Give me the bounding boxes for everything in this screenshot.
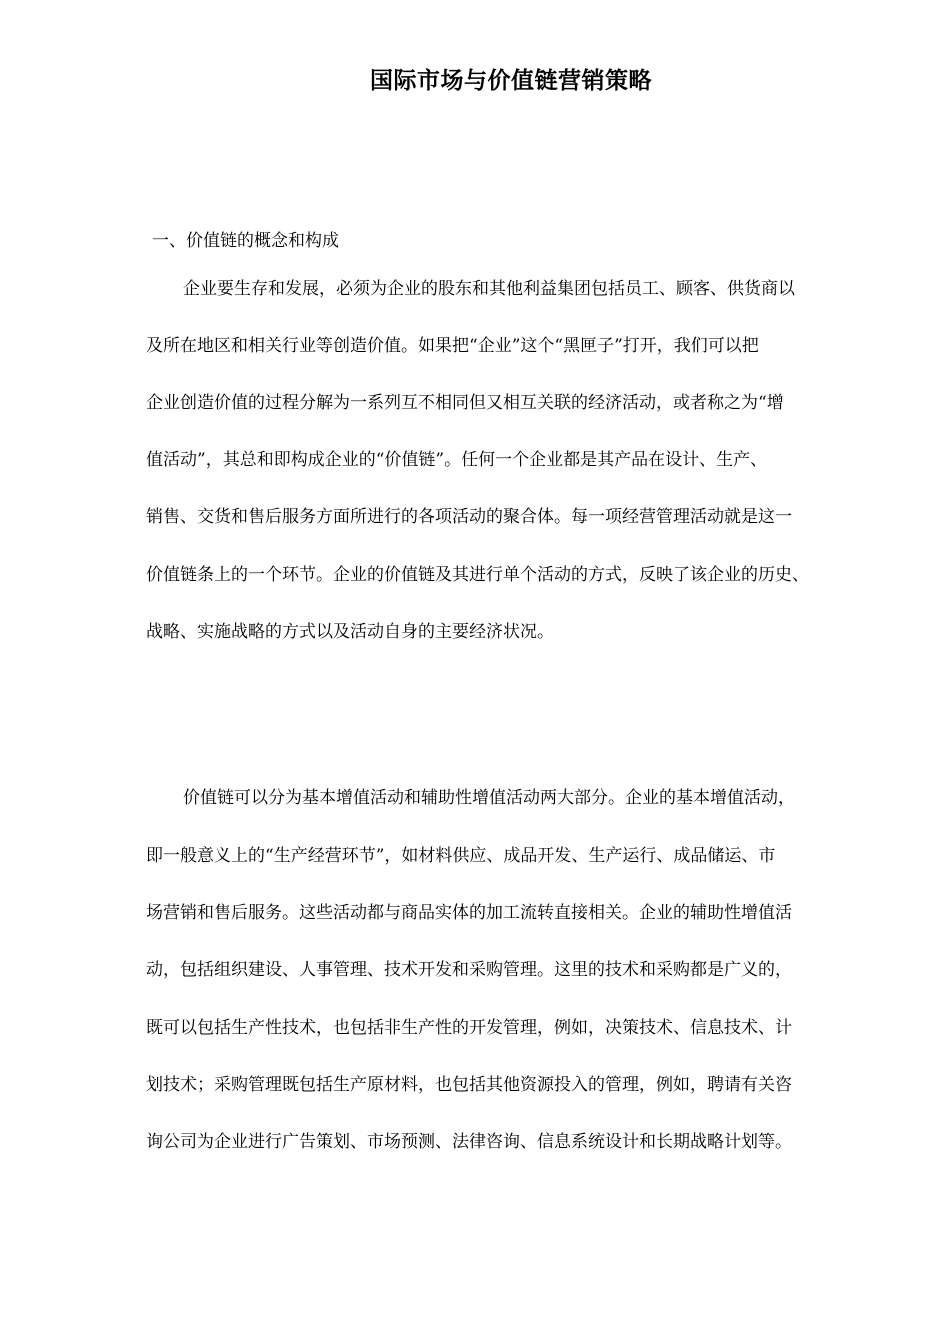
paragraph-line: 企业创造价值的过程分解为一系列互不相同但又相互关联的经济活动，或者称之为“增 (146, 393, 784, 413)
paragraph-line: 企业要生存和发展，必须为企业的股东和其他利益集团包括员工、顾客、供货商以 (183, 279, 795, 299)
paragraph-line: 价值链条上的一个环节。企业的价值链及其进行单个活动的方式，反映了该企业的历史、 (146, 565, 809, 585)
paragraph-line: 及所在地区和相关行业等创造价值。如果把“企业”这个“黑匣子”打开，我们可以把 (146, 336, 759, 356)
paragraph-line: 询公司为企业进行广告策划、市场预测、法律咨询、信息系统设计和长期战略计划等。 (146, 1132, 792, 1152)
paragraph-line: 值活动”，其总和即构成企业的“价值链”。任何一个企业都是其产品在设计、生产、 (146, 450, 768, 470)
paragraph-line: 动，包括组织建设、人事管理、技术开发和采购管理。这里的技术和采购都是广义的， (146, 960, 792, 980)
paragraph-line: 场营销和售后服务。这些活动都与商品实体的加工流转直接相关。企业的辅助性增值活 (146, 903, 792, 923)
section-heading: 一、价值链的概念和构成 (152, 231, 339, 251)
paragraph-line: 既可以包括生产性技术，也包括非生产性的开发管理，例如，决策技术、信息技术、计 (146, 1018, 792, 1038)
paragraph-line: 即一般意义上的“生产经营环节”，如材料供应、成品开发、生产运行、成品储运、市 (146, 846, 776, 866)
paragraph-line: 战略、实施战略的方式以及活动自身的主要经济状况。 (146, 622, 554, 642)
paragraph-line: 销售、交货和售后服务方面所进行的各项活动的聚合体。每一项经营管理活动就是这一 (146, 507, 792, 527)
page-title: 国际市场与价值链营销策略 (370, 67, 652, 94)
paragraph-line: 划技术；采购管理既包括生产原材料，也包括其他资源投入的管理，例如，聘请有关咨 (146, 1075, 792, 1095)
paragraph-line: 价值链可以分为基本增值活动和辅助性增值活动两大部分。企业的基本增值活动， (183, 788, 795, 808)
